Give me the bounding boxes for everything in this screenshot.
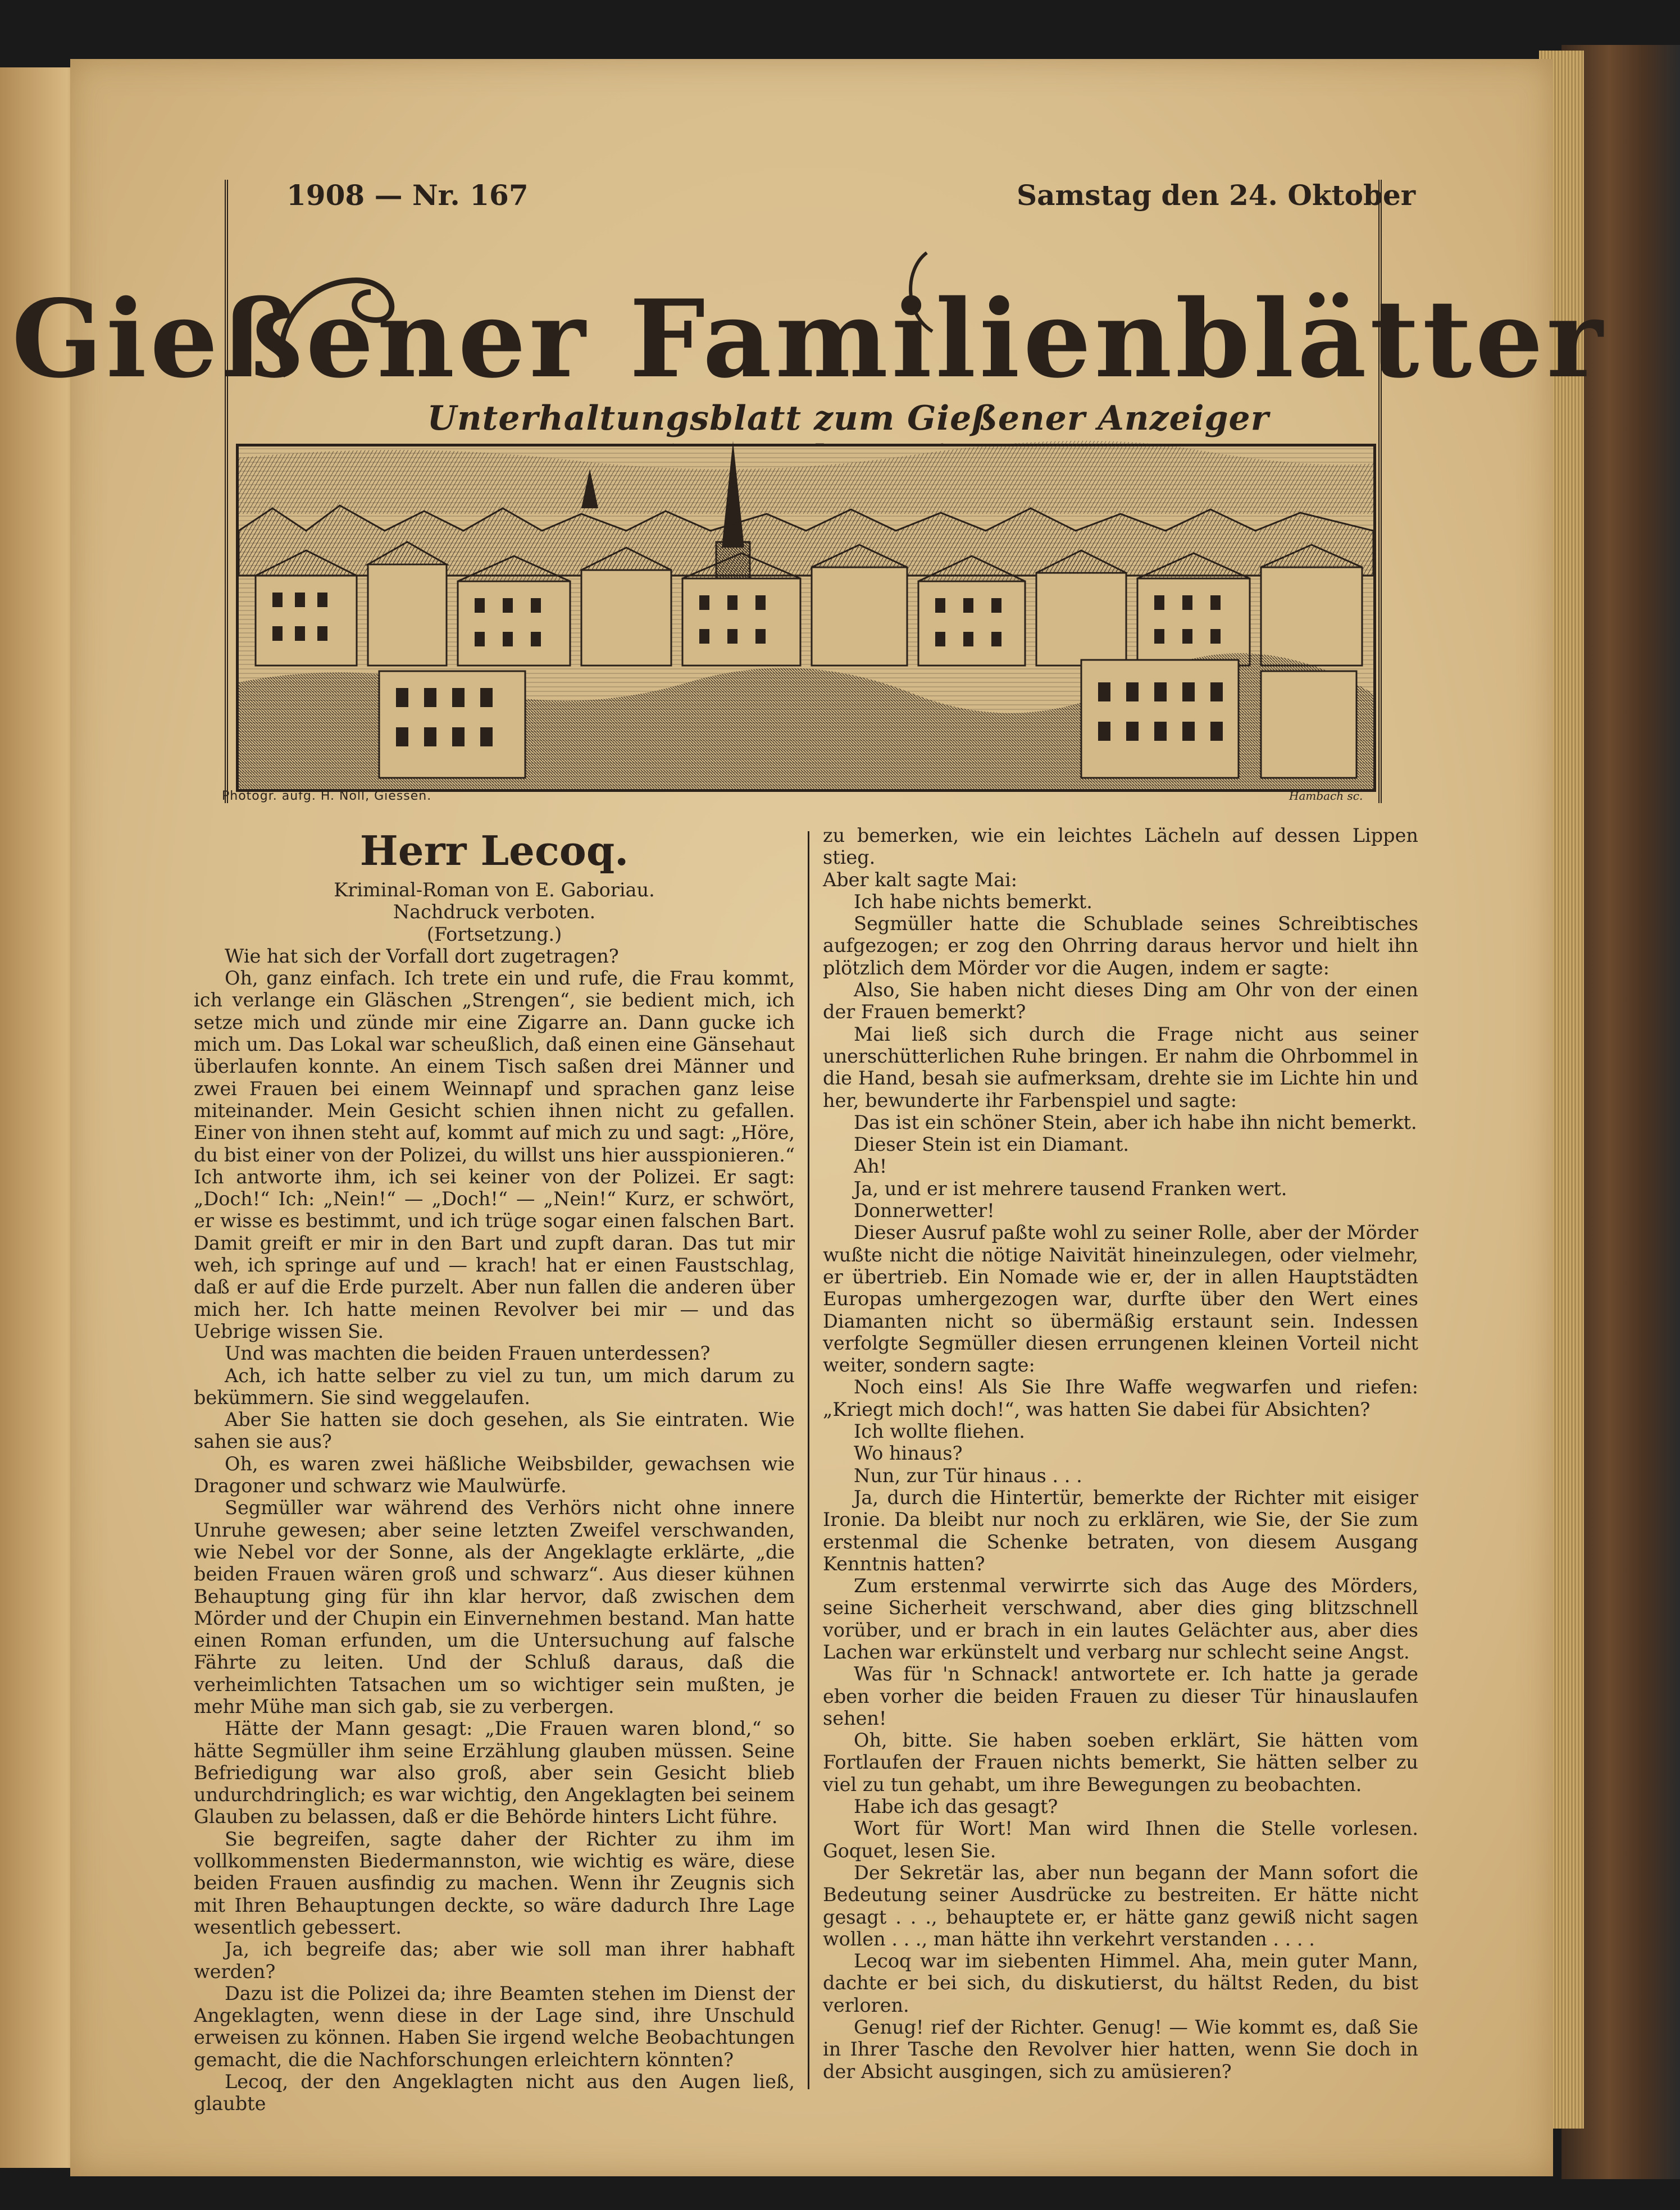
paragraph: Ja, ich begreife das; aber wie soll man ihrer habhaft werden? [194, 1938, 795, 1983]
paragraph: Ach, ich hatte selber zu viel zu tun, um mich darum zu bekümmern. Sie sind weggelaufen. [194, 1364, 795, 1409]
issue-date: Samstag den 24. Oktober [1017, 179, 1416, 212]
paragraph: Zum erstenmal verwirrte sich das Auge des Mörders, seine Sicherheit verschwand, aber dies ging blitzschnell vorüber, und er brach in ein lautes Gelächter aus, aber dies Lachen war erkünstelt und verbarg nur schlecht seine Angst. [823, 1575, 1418, 1663]
masthead-title [11, 236, 1606, 416]
paragraph: Wie hat sich der Vorfall dort zugetragen? [225, 945, 619, 967]
paragraph: zu bemerken, wie ein leichtes Lächeln auf dessen Lippen stieg. [823, 824, 1418, 869]
paragraph: Was für 'n Schnack! antwortete er. Ich hatte ja gerade eben vorher die beiden Frauen zu dieser Tür hinauslaufen sehen! [823, 1663, 1418, 1729]
paragraph: Oh, ganz einfach. Ich trete ein und rufe, die Frau kommt, ich verlange ein Gläschen „Strengen“, sie bedient mich, ich setze mich und zünde mir eine Zigarre an. Dann gucke ich mich um. Das Lokal war scheußlich, daß einen eine Gänsehaut überlaufen konnte. An einem Tisch saßen drei Männer und zwei Frauen bei einem Weinnapf und sprachen ganz leise miteinander. Mein Gesicht schien ihnen nicht zu gefallen. Einer von ihnen steht auf, kommt auf mich zu und sagt: „Höre, du bist einer von der Polizei, du willst uns hier ausspionieren.“ Ich antworte ihm, ich sei keiner von der Polizei. Er sagt: „Doch!“ Ich: „Nein!“ — „Doch!“ — „Nein!“ Kurz, er schwört, er wisse es bestimmt, und ich trüge sogar einen falschen Bart. Damit greift er mir in den Bart und zupft daran. Das tut mir weh, ich springe auf und — krach! hat er einen Faustschlag, daß er auf die Erde purzelt. Aber nun fallen die anderen über mich her. Ich hatte meinen Revolver bei mir — und das Uebrige wissen Sie. [194, 967, 795, 1342]
left-text-column [194, 828, 795, 2115]
masthead-title-text: Gießener Familienblätter [11, 276, 1606, 402]
paragraph: Habe ich das gesagt? [854, 1796, 1058, 1818]
reprint-notice: Nachdruck verboten. [393, 901, 596, 923]
paragraph: Aber Sie hatten sie doch gesehen, als Sie eintraten. Wie sahen sie aus? [194, 1409, 795, 1453]
paragraph: Dieser Ausruf paßte wohl zu seiner Rolle, aber der Mörder wußte nicht die nötige Naivität hineinzulegen, oder vielmehr, er übertrieb. Ein Nomade wie er, der in allen Hauptstädten Europas umhergezogen war, durfte über den Wert eines Diamanten nicht so übermäßig erstaunt sein. Indessen verfolgte Segmüller diesen errungenen kleinen Vorteil nicht weiter, sondern sagte: [823, 1222, 1418, 1377]
paragraph: Sie begreifen, sagte daher der Richter zu ihm im vollkommensten Biedermannston, wie wichtig es wäre, diese beiden Frauen ausfindig zu machen. Wenn ihr Zeugnis sich mit Ihren Behauptungen deckte, so wäre dadurch Ihre Lage wesentlich gebessert. [194, 1828, 795, 1938]
paragraph: Wo hinaus? [854, 1442, 963, 1465]
paragraph: Aber kalt sagte Mai: [823, 868, 1018, 891]
town-illustration [239, 446, 1373, 789]
paragraph: Hätte der Mann gesagt: „Die Frauen waren blond,“ so hätte Segmüller ihm seine Erzählung glauben müssen. Seine Befriedigung war also groß, aber sein Gesicht blieb undurchdringlich; es war wichtig, den Angeklagten bei seinem Glauben zu belassen, daß er die Behörde hinters Licht führe. [194, 1717, 795, 1828]
paragraph: Oh, bitte. Sie haben soeben erklärt, Sie hätten vom Fortlaufen der Frauen nichts bemerkt, Sie hätten selber zu viel zu tun gehabt, um ihre Bewegungen zu beobachten. [823, 1729, 1418, 1796]
right-text-column [823, 824, 1418, 2083]
paragraph: Genug! rief der Richter. Genug! — Wie kommt es, daß Sie in Ihrer Tasche den Revolver hier hatten, wenn Sie doch in der Absicht ausgingen, sich zu amüsieren? [823, 2016, 1418, 2083]
paragraph: Und was machten die beiden Frauen unterdessen? [225, 1342, 711, 1365]
paragraph: Lecoq, der den Angeklagten nicht aus den Augen ließ, glaubte [194, 2071, 795, 2115]
story-byline: Kriminal-Roman von E. Gaboriau. [334, 879, 655, 901]
paragraph: Nun, zur Tür hinaus . . . [854, 1464, 1082, 1487]
paragraph: Ah! [854, 1155, 887, 1178]
paragraph: Ich wollte fliehen. [854, 1420, 1025, 1443]
paragraph: Mai ließ sich durch die Frage nicht aus seiner unerschütterlichen Ruhe bringen. Er nahm die Ohrbommel in die Hand, besah sie aufmerksam, drehte sie im Lichte hin und her, bewunderte ihr Farbenspiel und sagte: [823, 1023, 1418, 1111]
paragraph: Oh, es waren zwei häßliche Weibsbilder, gewachsen wie Dragoner und schwarz wie Maulwürfe. [194, 1452, 795, 1497]
issue-number: 1908 — Nr. 167 [286, 179, 529, 212]
masthead-subtitle: Unterhaltungsblatt zum Gießener Anzeiger [427, 399, 1269, 438]
paragraph: Das ist ein schöner Stein, aber ich habe ihn nicht bemerkt. [854, 1111, 1417, 1133]
town-engraving [236, 444, 1376, 792]
paragraph: Der Sekretär las, aber nun begann der Mann sofort die Bedeutung seiner Ausdrücke zu bestreiten. Er hätte nicht gesagt . . ., behauptete er, er hätte ganz gewiß nicht sagen wollen . . ., man hätte ihn verkehrt verstanden . . . . [823, 1861, 1418, 1950]
paragraph: Wort für Wort! Man wird Ihnen die Stelle vorlesen. Goquet, lesen Sie. [823, 1817, 1418, 1862]
paragraph: Dieser Stein ist ein Diamant. [854, 1133, 1130, 1156]
paragraph: Dazu ist die Polizei da; ihre Beamten stehen im Dienst der Angeklagten, wenn diese in der Lage sind, ihre Unschuld erweisen zu können. Haben Sie irgend welche Beobachtungen gemacht, die die Nachforschungen erleichtern könnten? [194, 1982, 795, 2071]
story-title: Herr Lecoq. [359, 827, 629, 874]
paragraph: Noch eins! Als Sie Ihre Waffe wegwarfen und riefen: „Kriegt mich doch!“, was hatten Sie dabei für Absichten? [823, 1376, 1418, 1420]
paragraph: Ich habe nichts bemerkt. [854, 890, 1092, 913]
paragraph: Ja, und er ist mehrere tausend Franken wert. [854, 1177, 1287, 1200]
paragraph: Ja, durch die Hintertür, bemerkte der Richter mit eisiger Ironie. Da bleibt nur noch zu erklären, wie Sie, der Sie zum erstenmal die Schenke betraten, von diesem Ausgang Kenntnis hatten? [823, 1486, 1418, 1575]
column-divider [808, 831, 809, 2089]
paragraph: Segmüller hatte die Schublade seines Schreibtisches aufgezogen; er zog den Ohrring daraus hervor und hielt ihn plötzlich dem Mörder vor die Augen, indem er sagte: [823, 913, 1418, 979]
paragraph: Donnerwetter! [854, 1200, 995, 1222]
paragraph: Segmüller war während des Verhörs nicht ohne innere Unruhe gewesen; aber seine letzten Zweifel verschwanden, wie Nebel vor der Sonne, als der Angeklagte erklärte, „die beiden Frauen wären groß und schwarz“. Aus dieser kühnen Behauptung ging für ihn klar hervor, daß zwischen dem Mörder und der Chupin ein Einvernehmen bestand. Man hatte einen Roman erfunden, um die Untersuchung auf falsche Fährte zu leiten. Und der Schluß daraus, daß die verheimlichten Tatsachen um so wichtiger sein mußten, je mehr Mühe man sich gab, sie zu verbergen. [194, 1497, 795, 1717]
paragraph: Lecoq war im siebenten Himmel. Aha, mein guter Mann, dachte er bei sich, du diskutierst, du hältst Reden, du bist verloren. [823, 1950, 1418, 2016]
continued-note: (Fortsetzung.) [426, 923, 562, 945]
photo-credit: Photogr. aufg. H. Noll, Giessen. [222, 789, 432, 803]
paragraph: Also, Sie haben nicht dieses Ding am Ohr von der einen der Frauen bemerkt? [823, 979, 1418, 1023]
engraver-signature: Hambach sc. [1289, 789, 1363, 803]
